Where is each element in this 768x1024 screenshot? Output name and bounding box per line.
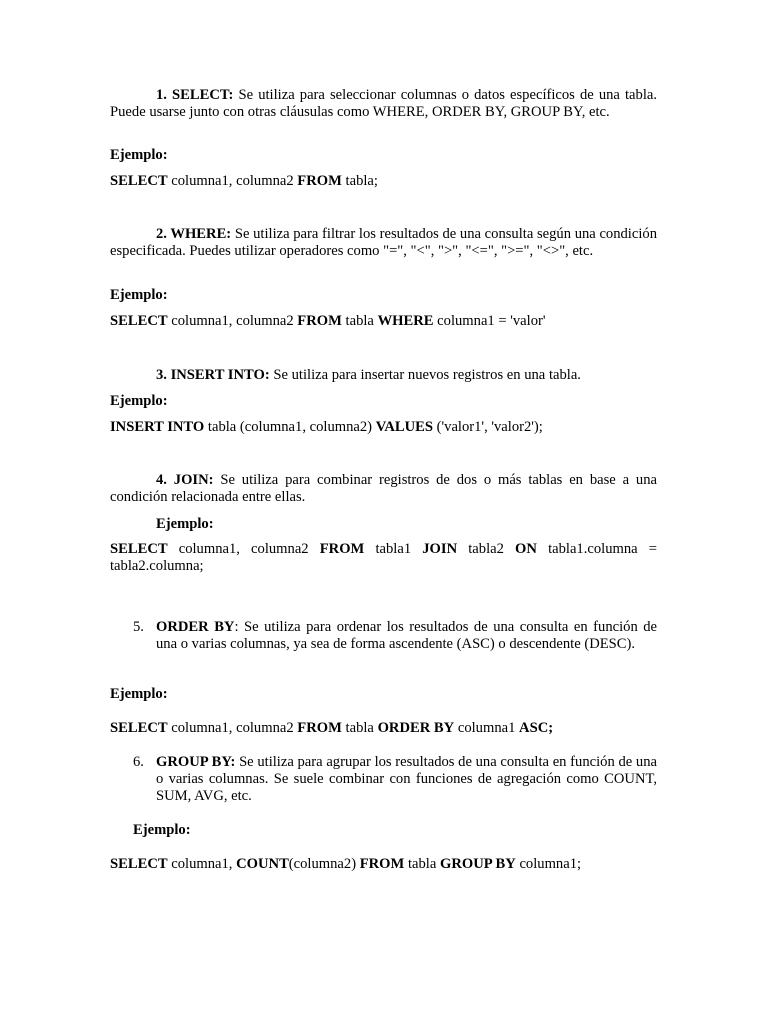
sql-text: ('valor1', 'valor2'); [433, 419, 543, 435]
sql-text: columna1, columna2 [167, 313, 298, 329]
sql-text: tabla [341, 313, 378, 329]
example-label: Ejemplo: [156, 516, 214, 532]
section-text: Se utiliza para insertar nuevos registros en una tabla. [269, 367, 581, 383]
sql-keyword: SELECT [110, 856, 168, 872]
code-example-insert [110, 419, 657, 436]
section-insert-description [110, 367, 657, 384]
section-text: : Se utiliza para ordenar los resultados de una consulta en función de una o varias columnas, ya sea de forma ascendente (ASC) o descendente (DESC). [156, 619, 658, 652]
section-join-description [110, 472, 657, 506]
sql-keyword: FROM [297, 313, 342, 329]
sql-text: columna1 [454, 720, 520, 736]
section-heading: 1. SELECT: [156, 87, 234, 103]
sql-keyword: VALUES [375, 419, 434, 435]
sql-keyword: ON [515, 541, 537, 557]
sql-text: columna1, columna2 [167, 173, 298, 189]
sql-text: tabla (columna1, columna2) [204, 419, 376, 435]
sql-keyword: WHERE [377, 313, 434, 329]
section-heading: 3. INSERT INTO: [156, 367, 270, 383]
section-text: Se utiliza para seleccionar columnas o datos específicos de una tabla. Puede usarse junto con otras cláusulas como WHERE, ORDER BY, GROUP BY, etc. [110, 87, 658, 120]
example-label: Ejemplo: [110, 287, 168, 303]
code-example-join [110, 541, 657, 575]
section-where-description [110, 226, 657, 260]
sql-text: tabla [404, 856, 440, 872]
list-number: 5. [133, 619, 144, 635]
section-heading: 2. WHERE: [156, 226, 232, 242]
sql-text: columna1, [167, 856, 237, 872]
sql-keyword: SELECT [110, 173, 168, 189]
sql-text: tabla; [341, 173, 378, 189]
sql-text: columna1 = 'valor' [433, 313, 546, 329]
sql-text: columna1; [515, 856, 582, 872]
code-example-groupby [110, 856, 657, 873]
sql-keyword: ASC; [519, 720, 554, 736]
example-label: Ejemplo: [110, 393, 168, 409]
sql-keyword: ORDER BY [377, 720, 455, 736]
sql-keyword: SELECT [110, 541, 168, 557]
sql-text: tabla1 [364, 541, 423, 557]
example-label: Ejemplo: [133, 822, 191, 838]
sql-keyword: FROM [297, 173, 342, 189]
sql-text: tabla1.columna = tabla2.columna; [110, 541, 657, 574]
code-example-orderby [110, 720, 657, 737]
example-label: Ejemplo: [110, 147, 168, 163]
sql-keyword: GROUP BY [439, 856, 516, 872]
code-example-where [110, 313, 657, 330]
section-select-description [110, 87, 657, 121]
section-text: Se utiliza para combinar registros de dos o más tablas en base a una condición relacionada entre ellas. [110, 472, 657, 505]
sql-keyword: JOIN [422, 541, 458, 557]
section-text: Se utiliza para filtrar los resultados de una consulta según una condición especificada. Puedes utilizar operadores como "=", "<", ">", "<=", ">=", "<>", etc. [110, 226, 657, 259]
sql-keyword: SELECT [110, 720, 168, 736]
sql-text: tabla2 [457, 541, 516, 557]
section-groupby-description [156, 754, 657, 805]
sql-text: columna1, columna2 [167, 541, 320, 557]
sql-keyword: FROM [359, 856, 405, 872]
section-heading: ORDER BY [156, 619, 235, 635]
sql-text: (columna2) [288, 856, 360, 872]
list-number: 6. [133, 754, 144, 770]
code-example-select [110, 173, 657, 190]
sql-keyword: SELECT [110, 313, 168, 329]
sql-keyword: FROM [319, 541, 365, 557]
section-orderby-description [156, 619, 657, 653]
sql-keyword: INSERT INTO [110, 419, 205, 435]
sql-keyword: FROM [297, 720, 342, 736]
section-heading: 4. JOIN: [156, 472, 214, 488]
sql-text: columna1, columna2 [167, 720, 298, 736]
section-text: Se utiliza para agrupar los resultados de una consulta en función de una o varias columnas. Se suele combinar con funciones de agregación como COUNT, SUM, AVG, etc. [156, 754, 657, 804]
sql-text: tabla [341, 720, 378, 736]
section-heading: GROUP BY: [156, 754, 236, 770]
example-label: Ejemplo: [110, 686, 168, 702]
sql-keyword: COUNT [236, 856, 289, 872]
